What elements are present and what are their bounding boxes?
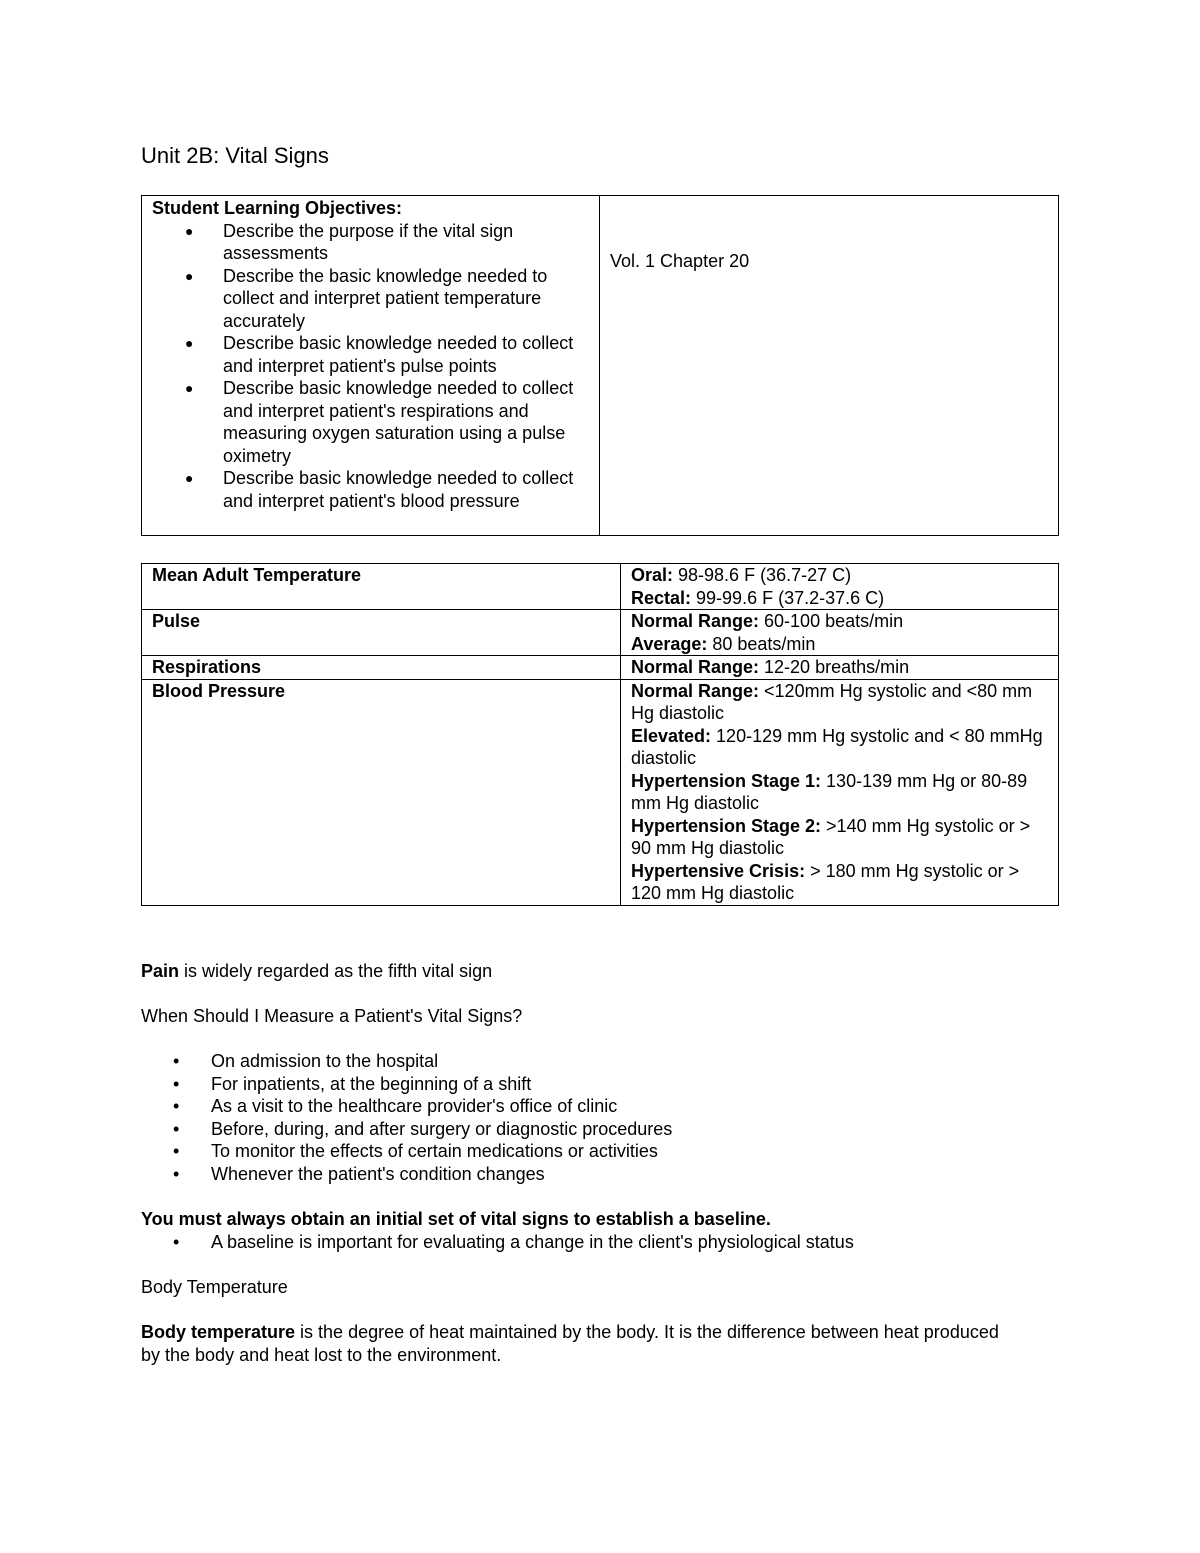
- value-text: >140 mm Hg systolic or > 90 mm Hg diastolic: [631, 815, 1031, 858]
- body-temperature-heading: Body Temperature: [141, 1277, 288, 1297]
- when-list: [141, 1050, 1059, 1185]
- list-item: [141, 1140, 1059, 1163]
- list-item: [141, 1163, 1059, 1186]
- value-key: Rectal:: [631, 587, 692, 608]
- bullet-icon: ●: [185, 380, 194, 396]
- vital-row-temperature: [142, 564, 1059, 610]
- objectives-row: [142, 196, 1059, 536]
- value-key: Normal Range:: [631, 657, 760, 677]
- vital-row-blood-pressure: [142, 679, 1059, 905]
- value-text: 80 beats/min: [707, 633, 816, 654]
- objective-text: Describe basic knowledge needed to collect and interpret patient's blood pressure: [223, 468, 574, 511]
- value-key: Normal Range:: [631, 680, 760, 701]
- vital-values: [621, 656, 1059, 680]
- list-item-text: As a visit to the healthcare provider's office of clinic: [211, 1096, 618, 1116]
- value-text: 60-100 beats/min: [759, 611, 904, 631]
- bullet-icon: •: [173, 1141, 180, 1161]
- baseline-list: [141, 1231, 1059, 1254]
- bullet-icon: •: [173, 1232, 180, 1252]
- value-key: Hypertension Stage 1:: [631, 770, 822, 791]
- vital-row-pulse: [142, 610, 1059, 656]
- page-title: Unit 2B: Vital Signs: [141, 143, 329, 168]
- list-item: [141, 1073, 1059, 1096]
- list-item-text: A baseline is important for evaluating a change in the client's physiological status: [211, 1232, 854, 1252]
- vital-label: Blood Pressure: [142, 679, 621, 905]
- value-text: > 180 mm Hg systolic or > 120 mm Hg diastolic: [631, 860, 1020, 903]
- objectives-list: [152, 220, 589, 513]
- vital-label: Pulse: [142, 610, 621, 656]
- baseline-heading: You must always obtain an initial set of vital signs to establish a baseline.: [141, 1209, 771, 1229]
- list-item: [141, 1050, 1059, 1073]
- bullet-icon: ●: [185, 335, 194, 351]
- value-key: Hypertensive Crisis:: [631, 860, 806, 881]
- objective-item: [152, 265, 589, 333]
- list-item-text: Whenever the patient's condition changes: [211, 1163, 545, 1184]
- value-key: Elevated:: [631, 725, 712, 746]
- value-text: <120mm Hg systolic and <80 mm Hg diastolic: [631, 680, 1033, 723]
- objectives-table: [141, 195, 1059, 536]
- bullet-icon: •: [173, 1073, 180, 1094]
- value-text: 120-129 mm Hg systolic and < 80 mmHg diastolic: [631, 725, 1043, 768]
- value-key: Hypertension Stage 2:: [631, 815, 822, 836]
- baseline-list-block: [141, 1231, 1059, 1254]
- vital-values: [621, 610, 1059, 656]
- bullet-icon: •: [173, 1163, 180, 1184]
- list-item: [141, 1231, 1059, 1254]
- objectives-heading: Student Learning Objectives:: [152, 198, 403, 218]
- list-item-text: To monitor the effects of certain medications or activities: [211, 1141, 658, 1161]
- bullet-icon: •: [173, 1118, 180, 1139]
- objective-item: [152, 332, 589, 377]
- bullet-icon: ●: [185, 222, 194, 239]
- list-item-text: On admission to the hospital: [211, 1051, 439, 1071]
- when-heading: When Should I Measure a Patient's Vital Signs?: [141, 1006, 523, 1026]
- vital-row-respirations: [142, 656, 1059, 680]
- objective-text: Describe the purpose if the vital sign assessments: [223, 220, 514, 263]
- reference-cell: [600, 196, 1059, 536]
- vital-signs-table: [141, 563, 1059, 906]
- body-temperature-bold: Body temperature: [141, 1322, 296, 1342]
- body-temperature-paragraph: [141, 1321, 1011, 1366]
- vital-values: [621, 564, 1059, 610]
- objectives-cell: [142, 196, 600, 536]
- pain-text: is widely regarded as the fifth vital sign: [179, 961, 493, 981]
- pain-paragraph: [141, 960, 1059, 983]
- objective-item: [152, 467, 589, 512]
- bullet-icon: •: [173, 1051, 180, 1071]
- value-text: 130-139 mm Hg or 80-89 mm Hg diastolic: [631, 770, 1028, 813]
- objective-text: Describe the basic knowledge needed to collect and interpret patient temperature accurately: [223, 265, 548, 331]
- list-item-text: For inpatients, at the beginning of a shift: [211, 1073, 532, 1094]
- chapter-reference: Vol. 1 Chapter 20: [610, 251, 750, 271]
- objective-item: [152, 377, 589, 467]
- body-temperature-text: is the degree of heat maintained by the body. It is the difference between heat produced by the body and heat lost to the environment.: [141, 1322, 999, 1365]
- bullet-icon: ●: [185, 267, 194, 284]
- pain-bold: Pain: [141, 961, 180, 981]
- list-item: [141, 1118, 1059, 1141]
- value-text: 99-99.6 F (37.2-37.6 C): [691, 587, 885, 608]
- vital-label: Respirations: [142, 656, 621, 680]
- list-item: [141, 1095, 1059, 1118]
- objective-item: [152, 220, 589, 265]
- vital-label: Mean Adult Temperature: [142, 564, 621, 610]
- value-text: 98-98.6 F (36.7-27 C): [673, 565, 852, 585]
- objective-text: Describe basic knowledge needed to collect and interpret patient's pulse points: [223, 333, 574, 376]
- value-key: Average:: [631, 633, 708, 654]
- list-item-text: Before, during, and after surgery or diagnostic procedures: [211, 1118, 673, 1139]
- objective-text: Describe basic knowledge needed to collect and interpret patient's respirations and measuring oxygen saturation using a pulse oximetry: [223, 378, 574, 466]
- vital-values: [621, 679, 1059, 905]
- value-key: Oral:: [631, 565, 674, 585]
- bullet-icon: •: [173, 1096, 180, 1116]
- value-text: 12-20 breaths/min: [759, 657, 910, 677]
- bullet-icon: ●: [185, 470, 194, 486]
- value-key: Normal Range:: [631, 611, 760, 631]
- when-list-block: [141, 1050, 1059, 1185]
